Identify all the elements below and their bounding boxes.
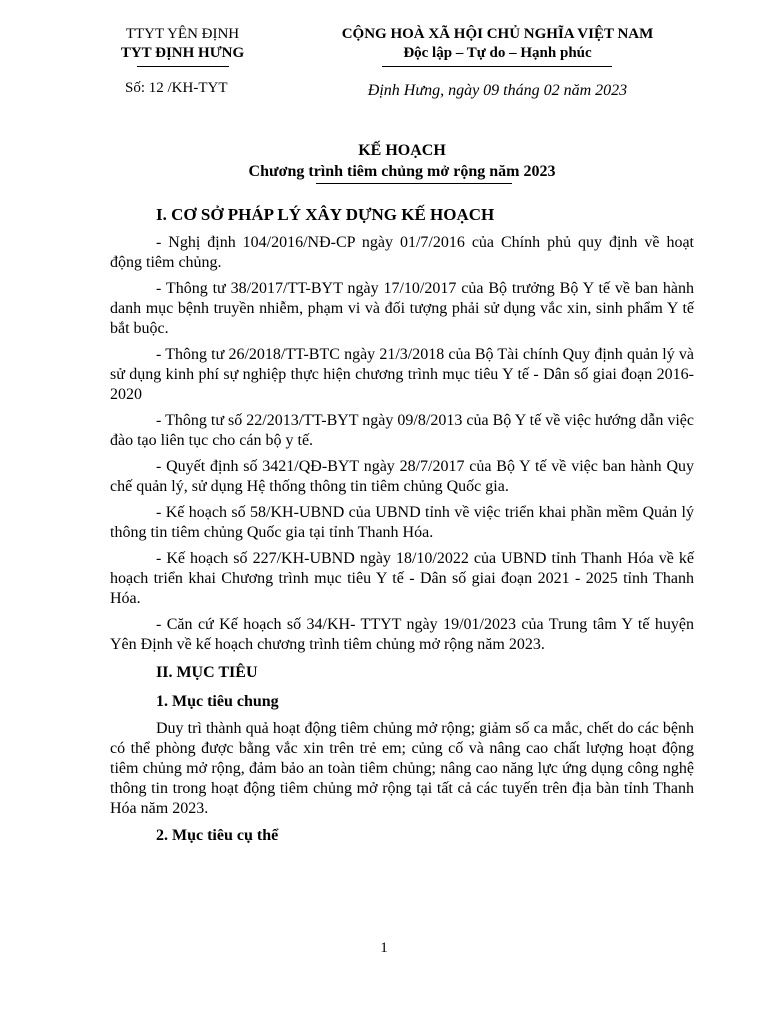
legal-basis-item: - Kế hoạch số 227/KH-UBND ngày 18/10/2022 của UBND tỉnh Thanh Hóa về kế hoạch triển khai Chương trình mục tiêu Y tế - Dân số giai đoạn 2021 - 2025 tỉnh Thanh Hóa. [110, 550, 694, 607]
specific-objective-heading: 2. Mục tiêu cụ thể [156, 827, 279, 844]
title-main: KẾ HOẠCH [358, 142, 446, 159]
document-date: Định Hưng, ngày 09 tháng 02 năm 2023 [367, 82, 628, 99]
agency-parent: TTYT YÊN ĐỊNH [125, 26, 240, 42]
document-title [110, 140, 694, 182]
legal-basis-item: - Thông tư 26/2018/TT-BTC ngày 21/3/2018 của Bộ Tài chính Quy định quản lý và sử dụng kinh phí sự nghiệp thực hiện chương trình mục tiêu Y tế - Dân số giai đoạn 2016-2020 [110, 346, 694, 403]
legal-basis-item: - Quyết định số 3421/QĐ-BYT ngày 28/7/2017 của Bộ Y tế về việc ban hành Quy chế quản lý, sử dụng Hệ thống thông tin tiêm chủng Quốc gia. [110, 458, 694, 495]
legal-basis-item: - Nghị định 104/2016/NĐ-CP ngày 01/7/2016 của Chính phủ quy định về hoạt động tiêm chủng. [110, 234, 694, 271]
section-1-heading: I. CƠ SỞ PHÁP LÝ XÂY DỰNG KẾ HOẠCH [156, 205, 495, 224]
general-objective-heading: 1. Mục tiêu chung [156, 693, 279, 710]
country-name: CỘNG HOÀ XÃ HỘI CHỦ NGHĨA VIỆT NAM [341, 26, 654, 42]
motto: Độc lập – Tự do – Hạnh phúc [403, 45, 592, 61]
agency-underline [137, 66, 229, 67]
general-objective-text: Duy trì thành quả hoạt động tiêm chủng mở rộng; giảm số ca mắc, chết do các bệnh có thể phòng được bằng vắc xin trên trẻ em; củng cố và nâng cao chất lượng hoạt động tiêm chủng mở rộng, đảm bảo an toàn tiêm chủng; nâng cao năng lực ứng dụng công nghệ thông tin trong hoạt động tiêm chủng mở rộng tại tất cả các tuyến trên địa bàn tỉnh Thanh Hóa năm 2023. [110, 720, 694, 817]
title-underline [316, 183, 512, 184]
document-number: Số: 12 /KH-TYT [125, 80, 228, 96]
legal-basis-item: - Căn cứ Kế hoạch số 34/KH- TTYT ngày 19/01/2023 của Trung tâm Y tế huyện Yên Định về kế hoạch chương trình tiêm chủng mở rộng năm 2023. [110, 616, 694, 653]
title-sub: Chương trình tiêm chủng mở rộng năm 2023 [248, 163, 556, 180]
agency-name: TYT ĐỊNH HƯNG [120, 45, 245, 61]
national-header [300, 25, 695, 63]
motto-underline [382, 66, 612, 67]
section-2-heading: II. MỤC TIÊU [156, 664, 258, 681]
agency-block [95, 25, 270, 63]
legal-basis-item: - Kế hoạch số 58/KH-UBND của UBND tỉnh về việc triển khai phần mềm Quản lý thông tin tiêm chủng Quốc gia tại tỉnh Thanh Hóa. [110, 504, 694, 541]
legal-basis-item: - Thông tư số 22/2013/TT-BYT ngày 09/8/2013 của Bộ Y tế về việc hướng dẫn việc đào tạo liên tục cho cán bộ y tế. [110, 412, 694, 449]
legal-basis-item: - Thông tư 38/2017/TT-BYT ngày 17/10/2017 của Bộ trưởng Bộ Y tế về ban hành danh mục bệnh truyền nhiễm, phạm vi và đối tượng phải sử dụng vắc xin, sinh phẩm Y tế bắt buộc. [110, 280, 694, 337]
document-body [110, 203, 694, 853]
page-number: 1 [380, 940, 388, 956]
